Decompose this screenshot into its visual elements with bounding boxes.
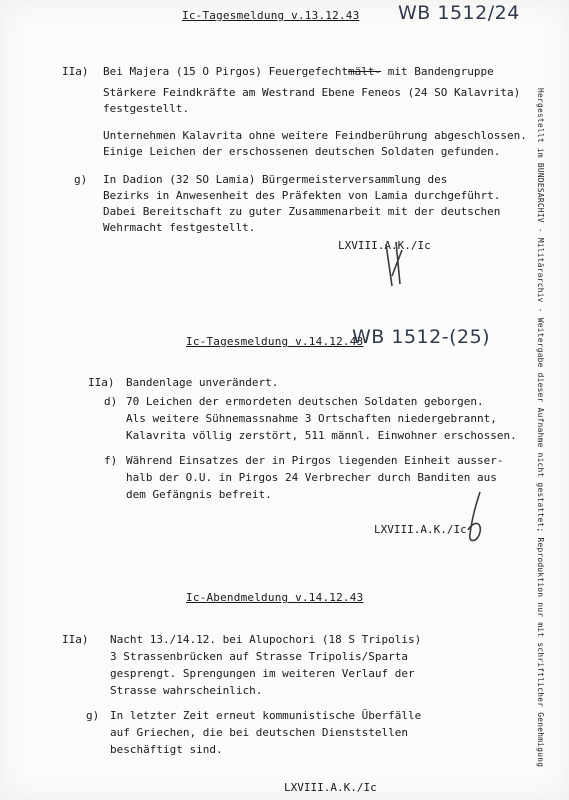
report3-item1-label: IIa) [62, 633, 89, 646]
report2-heading: Ic-Tagesmeldung v.14.12.43 [186, 335, 364, 348]
archive-margin-stamp: Hergestellt im BUNDESARCHIV - Militärarchiv - Weitergabe dieser Aufnahme nicht gestattet; Reproduktion nur mit schriftlicher Genehmigung [536, 88, 545, 768]
report1-signature-block: LXVIII.A.K./Ic [338, 239, 431, 252]
report3-item1-line2: 3 Strassenbrücken auf Strasse Tripolis/Sparta [110, 650, 409, 663]
report3-item2-label: g) [86, 709, 100, 722]
report3-item2-line2: auf Griechen, die bei deutschen Dienststellen [110, 726, 409, 739]
report1-item1-line2: Stärkere Feindkräfte am Westrand Ebene Feneos (24 SO Kalavrita) [103, 86, 521, 99]
report3-heading: Ic-Abendmeldung v.14.12.43 [186, 591, 364, 604]
report1-item2-line3: Dabei Bereitschaft zu guter Zusammenarbeit mit der deutschen [103, 205, 501, 218]
report2-item3-line1: Während Einsatzes der in Pirgos liegenden Einheit ausser- [126, 454, 504, 467]
report3-item1-line4: Strasse wahrscheinlich. [110, 684, 263, 697]
report1-item1-line1b: mit Bandengruppe [387, 65, 494, 78]
report2-item3-line3: dem Gefängnis befreit. [126, 488, 272, 501]
report3-item1-line1: Nacht 13./14.12. bei Alupochori (18 S Tripolis) [110, 633, 422, 646]
report1-item1-line1-text: Bei Majera (15 O Pirgos) Feuergefecht [103, 65, 349, 78]
report1-item2-line1: In Dadion (32 SO Lamia) Bürgermeisterversammlung des [103, 173, 448, 186]
report2-item1-label: IIa) [88, 376, 115, 389]
report2-item1-line1: Bandenlage unverändert. [126, 376, 279, 389]
report1-item2-line2: Bezirks in Anwesenheit des Präfekten von Lamia durchgeführt. [103, 189, 501, 202]
report1-handwritten-ref: WB 1512/24 [398, 2, 520, 24]
report1-signature [378, 236, 418, 291]
report1-item2-line4: Wehrmacht festgestellt. [103, 221, 256, 234]
report1-item1-line1 [103, 66, 494, 77]
report1-item1-label: IIa) [62, 65, 89, 78]
report3-item1-line3: gesprengt. Sprengungen im weiteren Verlauf der [110, 667, 415, 680]
report1-struck-text: mält- [348, 65, 382, 78]
report2-item2-line3: Kalavrita völlig zerstört, 511 männl. Einwohner erschossen. [126, 429, 517, 442]
report2-handwritten-ref: WB 1512-(25) [352, 326, 491, 348]
report1-heading: Ic-Tagesmeldung v.13.12.43 [182, 9, 360, 22]
report2-item3-line2: halb der O.U. in Pirgos 24 Verbrecher durch Banditen aus [126, 471, 497, 484]
report2-signature-block: LXVIII.A.K./Ic [374, 523, 467, 536]
report2-signature [450, 490, 496, 550]
report3-item2-line3: beschäftigt sind. [110, 743, 223, 756]
report2-item2-line2: Als weitere Sühnemassnahme 3 Ortschaften niedergebrannt, [126, 412, 497, 425]
report1-item1-line3: festgestellt. [103, 102, 190, 115]
report2-item2-line1: 70 Leichen der ermordeten deutschen Soldaten geborgen. [126, 395, 484, 408]
report2-item2-label: d) [104, 395, 118, 408]
report3-item2-line1: In letzter Zeit erneut kommunistische Überfälle [110, 709, 422, 722]
report3-signature-block: LXVIII.A.K./Ic [284, 781, 377, 794]
report2-item3-label: f) [104, 454, 118, 467]
report1-item1-line4: Unternehmen Kalavrita ohne weitere Feindberührung abgeschlossen. [103, 129, 527, 142]
report1-item1-line5: Einige Leichen der erschossenen deutschen Soldaten gefunden. [103, 145, 501, 158]
report1-item2-label: g) [74, 173, 88, 186]
